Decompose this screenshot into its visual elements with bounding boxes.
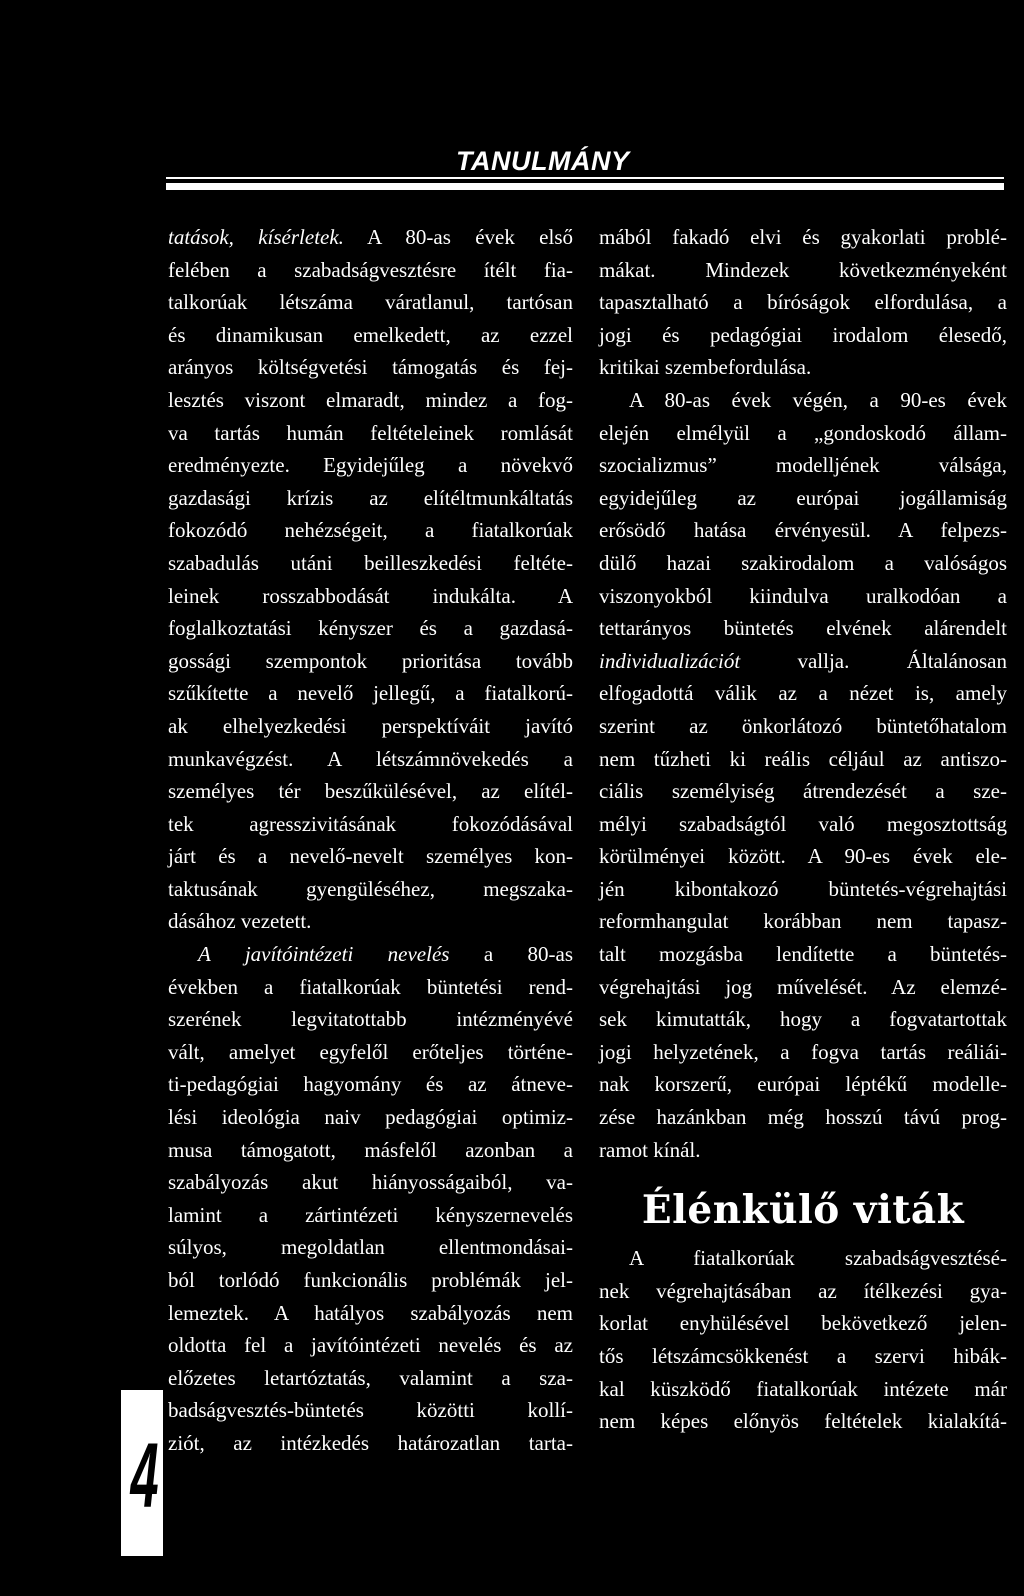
text-run: nem tűzheti ki reális céljául az antiszo-	[599, 746, 1007, 771]
text-run: oldotta fel a javítóintézeti nevelés és az	[168, 1333, 573, 1358]
text-line	[599, 808, 1007, 841]
text-run: talkorúak létszáma váratlanul, tartósan	[168, 290, 573, 315]
section-heading: Élénkülő viták	[641, 1187, 965, 1234]
header-rule-thick	[166, 183, 1004, 190]
text-line	[599, 743, 1007, 776]
text-run: kritikai szembefordulása.	[599, 355, 812, 380]
text-line	[599, 482, 1007, 515]
text-line	[599, 449, 1007, 482]
text-run: reformhangulat korábban nem tapasz-	[599, 909, 1007, 934]
text-run: viszonyokból kiindulva uralkodóan a	[599, 583, 1007, 608]
text-run: lesztés viszont elmaradt, mindez a fog-	[168, 387, 573, 412]
italic-text: A javítóintézeti nevelés	[198, 942, 450, 967]
page-header-title: TANULMÁNY	[456, 146, 630, 176]
text-line	[168, 1297, 573, 1330]
text-line	[599, 971, 1007, 1004]
text-run: badságvesztés-büntetés közötti kollí-	[168, 1398, 573, 1423]
text-line	[599, 905, 1007, 938]
text-run: mákat. Mindezek következményeként	[599, 257, 1007, 282]
text-run: gazdasági krízis az elítéltmunkáltatás	[168, 485, 573, 510]
text-run: lési ideológia naiv pedagógiai optimiz-	[168, 1105, 573, 1130]
text-line	[168, 449, 573, 482]
text-line	[168, 1166, 573, 1199]
text-line	[168, 743, 573, 776]
text-run: sek kimutatták, hogy a fogvatartottak	[599, 1007, 1007, 1032]
text-line	[599, 1307, 1007, 1340]
text-line	[168, 1101, 573, 1134]
text-run: lemeztek. A hatályos szabályozás nem	[168, 1300, 573, 1325]
text-line	[168, 1362, 573, 1395]
text-line	[599, 1068, 1007, 1101]
text-line	[599, 873, 1007, 906]
text-run: tős létszámcsökkenést a szervi hibák-	[599, 1344, 1007, 1368]
text-line	[599, 514, 1007, 547]
text-run: végrehajtási jog művelését. Az elemzé-	[599, 974, 1007, 999]
text-run: egyidejűleg az európai jogállamiság	[599, 485, 1007, 510]
text-run: szerint az önkorlátozó büntetőhatalom	[599, 713, 1007, 738]
text-run: arányos költségvetési támogatás és fej-	[168, 355, 573, 380]
text-line	[599, 1036, 1007, 1069]
text-run: ak elhelyezkedési perspektíváit javító	[168, 713, 573, 738]
text-run: fokozódó nehézségeit, a fiatalkorúak	[168, 518, 573, 543]
text-run: munkavégzést. A létszámnövekedés a	[168, 746, 573, 771]
text-line	[599, 938, 1007, 971]
text-line	[168, 677, 573, 710]
text-run: A 80-as évek első	[343, 225, 573, 249]
text-line	[599, 645, 1007, 678]
text-run: a 80-as	[449, 942, 573, 967]
italic-text: individualizációt	[599, 648, 741, 673]
text-line	[168, 873, 573, 906]
text-line	[599, 384, 1007, 417]
text-line	[168, 1036, 573, 1069]
text-line	[168, 840, 573, 873]
text-run: zése hazánkban még hosszú távú prog-	[599, 1105, 1007, 1130]
text-line	[599, 710, 1007, 743]
text-run: körülményei között. A 90-es évek ele-	[599, 844, 1007, 869]
text-line	[168, 580, 573, 613]
text-line	[168, 938, 573, 971]
text-line	[599, 1373, 1007, 1406]
text-line	[599, 1405, 1007, 1438]
text-line	[168, 319, 573, 352]
text-run: években a fiatalkorúak büntetési rend-	[168, 974, 573, 999]
text-run: szabályozás akut hiányosságaiból, va-	[168, 1170, 573, 1195]
text-run: A fiatalkorúak szabadságvesztésé-	[629, 1246, 1007, 1271]
text-run: ból torlódó funkcionális problémák jel-	[168, 1268, 573, 1292]
text-line	[168, 1003, 573, 1036]
text-line	[599, 840, 1007, 873]
text-line	[599, 286, 1007, 319]
text-line	[168, 547, 573, 580]
text-run: lamint a zártintézeti kényszernevelés	[168, 1202, 573, 1227]
text-run: leinek rosszabbodását indukálta. A	[168, 583, 573, 608]
text-line	[168, 808, 573, 841]
text-line	[599, 1134, 1007, 1167]
text-run: A 80-as évek végén, a 90-es évek	[629, 387, 1007, 412]
text-line	[168, 417, 573, 450]
text-run: tek agresszivitásának fokozódásával	[168, 811, 573, 836]
text-line	[168, 1264, 573, 1297]
text-run: dásához vezetett.	[168, 909, 312, 934]
text-line	[168, 1427, 573, 1460]
text-run: foglalkoztatási kényszer és a gazdasá-	[168, 616, 573, 641]
text-line	[599, 612, 1007, 645]
text-line	[599, 1340, 1007, 1373]
text-line	[599, 351, 1007, 384]
left-text-column	[168, 221, 573, 1460]
text-line	[599, 1101, 1007, 1134]
text-line	[168, 775, 573, 808]
page-number: 4	[130, 1425, 159, 1527]
text-run: tapasztalható a bíróságok elfordulása, a	[599, 290, 1007, 315]
text-run: jogi és pedagógiai irodalom élesedő,	[599, 322, 1007, 347]
text-run: ziót, az intézkedés határozatlan tarta-	[168, 1430, 573, 1455]
text-line	[599, 547, 1007, 580]
text-run: nem képes előnyös feltételek kialakítá-	[599, 1409, 1007, 1434]
text-run: va tartás humán feltételeinek romlását	[168, 420, 573, 445]
text-line	[168, 514, 573, 547]
text-line	[599, 221, 1007, 254]
text-line	[168, 612, 573, 645]
text-run: jogi helyzetének, a fogva tartás reáliái-	[599, 1039, 1007, 1064]
text-run: ciális személyiség átrendezését a sze-	[599, 779, 1007, 804]
text-run: járt és a nevelő-nevelt személyes kon-	[168, 844, 573, 869]
text-line	[168, 1231, 573, 1264]
text-run: szabadulás utáni beilleszkedési feltéte-	[168, 550, 573, 575]
text-line	[168, 905, 573, 938]
text-line	[599, 417, 1007, 450]
text-run: mélyi szabadságtól való megosztottság	[599, 811, 1007, 836]
text-line	[168, 1199, 573, 1232]
page-number-tab	[121, 1390, 163, 1556]
text-line	[168, 254, 573, 287]
text-line	[599, 1275, 1007, 1308]
text-line	[168, 1134, 573, 1167]
text-run: ramot kínál.	[599, 1137, 701, 1162]
text-run: mából fakadó elvi és gyakorlati problé-	[599, 225, 1007, 249]
text-run: talt mozgásba lendítette a büntetés-	[599, 942, 1007, 967]
text-line	[168, 1394, 573, 1427]
text-line	[599, 775, 1007, 808]
text-run: musa támogatott, másfelől azonban a	[168, 1137, 573, 1162]
text-run: nak korszerű, európai léptékű modelle-	[599, 1072, 1007, 1097]
text-line	[168, 384, 573, 417]
text-line	[599, 580, 1007, 613]
text-run: vált, amelyet egyfelől erőteljes történe-	[168, 1039, 573, 1064]
text-run: gossági szempontok prioritása tovább	[168, 648, 573, 673]
text-line	[599, 1003, 1007, 1036]
text-run: eredményezte. Egyidejűleg a növekvő	[168, 453, 573, 478]
text-run: tettarányos büntetés elvének alárendelt	[599, 616, 1007, 641]
text-line	[168, 645, 573, 678]
text-line	[168, 221, 573, 254]
text-run: nek végrehajtásában az ítélkezési gya-	[599, 1278, 1007, 1303]
text-line	[168, 482, 573, 515]
text-run: korlat enyhülésével bekövetkező jelen-	[599, 1311, 1007, 1336]
text-run: elején elmélyül a „gondoskodó állam-	[599, 420, 1007, 445]
text-line	[599, 677, 1007, 710]
text-run: jén kibontakozó büntetés-végrehajtási	[599, 876, 1007, 901]
text-line	[168, 971, 573, 1004]
text-line	[168, 286, 573, 319]
text-run: elfogadottá válik az a nézet is, amely	[599, 681, 1007, 706]
text-line	[168, 1068, 573, 1101]
text-run: szerének legvitatottabb intézményévé	[168, 1007, 573, 1032]
text-run: és dinamikusan emelkedett, az ezzel	[168, 322, 573, 347]
text-run: ti-pedagógiai hagyomány és az átneve-	[168, 1072, 573, 1097]
text-run: szocializmus” modelljének válsága,	[599, 453, 1007, 478]
text-run: dülő hazai szakirodalom a valóságos	[599, 550, 1007, 575]
italic-text: tatások, kísérletek.	[168, 225, 344, 249]
text-run: vallja. Általánosan	[740, 648, 1007, 673]
text-run: erősödő hatása érvényesül. A felpezs-	[599, 518, 1007, 543]
text-run: előzetes letartóztatás, valamint a sza-	[168, 1365, 573, 1390]
right-text-column	[599, 221, 1007, 1438]
text-run: kal küszködő fiatalkorúak intézete már	[599, 1376, 1007, 1401]
header-rule-thin	[166, 177, 1004, 179]
text-run: személyes tér beszűkülésével, az elítél-	[168, 779, 573, 804]
text-line	[168, 1329, 573, 1362]
text-run: taktusának gyengüléséhez, megszaka-	[168, 876, 573, 901]
text-line	[599, 1242, 1007, 1275]
text-run: felében a szabadságvesztésre ítélt fia-	[168, 257, 573, 282]
text-line	[599, 319, 1007, 352]
text-line	[168, 351, 573, 384]
text-line	[168, 710, 573, 743]
text-run: szűkítette a nevelő jellegű, a fiatalkorú-	[168, 681, 573, 706]
text-run: súlyos, megoldatlan ellentmondásai-	[168, 1235, 573, 1260]
text-line	[599, 254, 1007, 287]
